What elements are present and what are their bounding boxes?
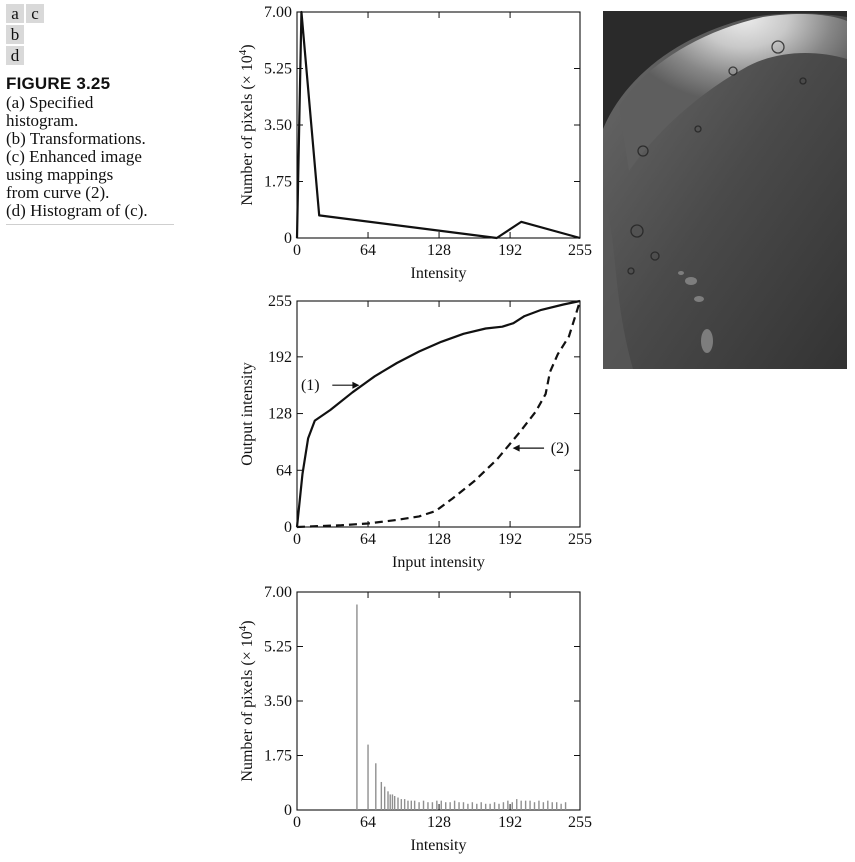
y-axis-label-text: Number of pixels (× 10 [239,631,256,782]
y-tick-label: 192 [268,348,292,366]
y-axis-label-close: ) [239,44,256,50]
y-tick-label: 64 [276,462,292,480]
plot-frame [297,301,580,527]
x-tick-label: 192 [498,814,523,831]
y-axis-label [239,362,256,466]
x-tick-label: 128 [427,814,452,831]
y-tick-label: 1.75 [264,173,292,191]
y-axis-label [237,44,256,205]
y-tick-label: 7.00 [264,584,292,601]
caption-line: from curve (2). [6,183,110,202]
y-tick-label: 7.00 [264,4,292,21]
y-tick-label: 128 [268,405,292,423]
caption-line: histogram. [6,111,79,130]
curve-2-annotation: (2) [550,440,570,458]
y-tick-label: 5.25 [264,638,292,656]
y-axis-label-exponent: 4 [237,625,249,632]
x-tick-label: 192 [498,242,523,259]
x-axis-label: Input intensity [392,554,485,571]
panel-key-b: b [6,25,24,44]
x-tick-label: 255 [568,242,592,259]
x-tick-label: 0 [293,242,301,259]
series-line-specified-histogram [297,12,580,238]
chart-a-specified-histogram [237,4,592,282]
y-axis-label [237,620,256,781]
y-tick-label: 5.25 [264,60,292,78]
panel-key-a: a [6,4,24,23]
y-tick-label: 0 [284,519,292,536]
x-tick-label: 64 [360,814,377,831]
x-tick-label: 0 [293,531,301,548]
x-axis-label: Intensity [410,837,467,854]
x-tick-label: 0 [293,814,301,831]
x-tick-label: 255 [568,814,592,831]
y-tick-label: 1.75 [264,747,292,765]
panel-key-d: d [6,46,24,65]
x-tick-label: 192 [498,531,523,548]
x-tick-label: 64 [360,242,377,259]
curve-1-line [297,301,580,527]
x-tick-label: 255 [568,531,592,548]
panel-key-c: c [26,4,44,23]
y-tick-label: 3.50 [264,693,292,710]
caption-line: (c) Enhanced image [6,147,142,166]
chart-b-transformations [239,293,592,571]
y-axis-label-exponent: 4 [237,49,249,56]
y-tick-label: 0 [284,230,292,247]
y-tick-label: 0 [284,802,292,819]
curve-2-line [297,301,580,527]
plot-frame [297,592,580,810]
curve-2-arrowhead [513,445,520,452]
y-axis-label-text: Output intensity [239,362,256,466]
plot-frame [297,12,580,238]
caption-line: (b) Transformations. [6,129,146,148]
y-axis-label-close: ) [239,620,256,626]
enhanced-moon-image [603,11,847,369]
caption-line: (d) Histogram of (c). [6,201,148,220]
caption-line: using mappings [6,165,114,184]
x-tick-label: 128 [427,531,452,548]
x-tick-label: 128 [427,242,452,259]
y-tick-label: 3.50 [264,117,292,134]
x-axis-label: Intensity [410,265,467,282]
moon-image-svg [603,11,847,369]
y-tick-label: 255 [268,293,292,310]
chart-d-result-histogram [237,584,592,854]
caption-line: (a) Specified [6,93,94,112]
y-axis-label-text: Number of pixels (× 10 [239,55,256,206]
x-tick-label: 64 [360,531,377,548]
figure-label: FIGURE 3.25 [6,74,111,93]
curve-1-annotation: (1) [300,377,320,395]
